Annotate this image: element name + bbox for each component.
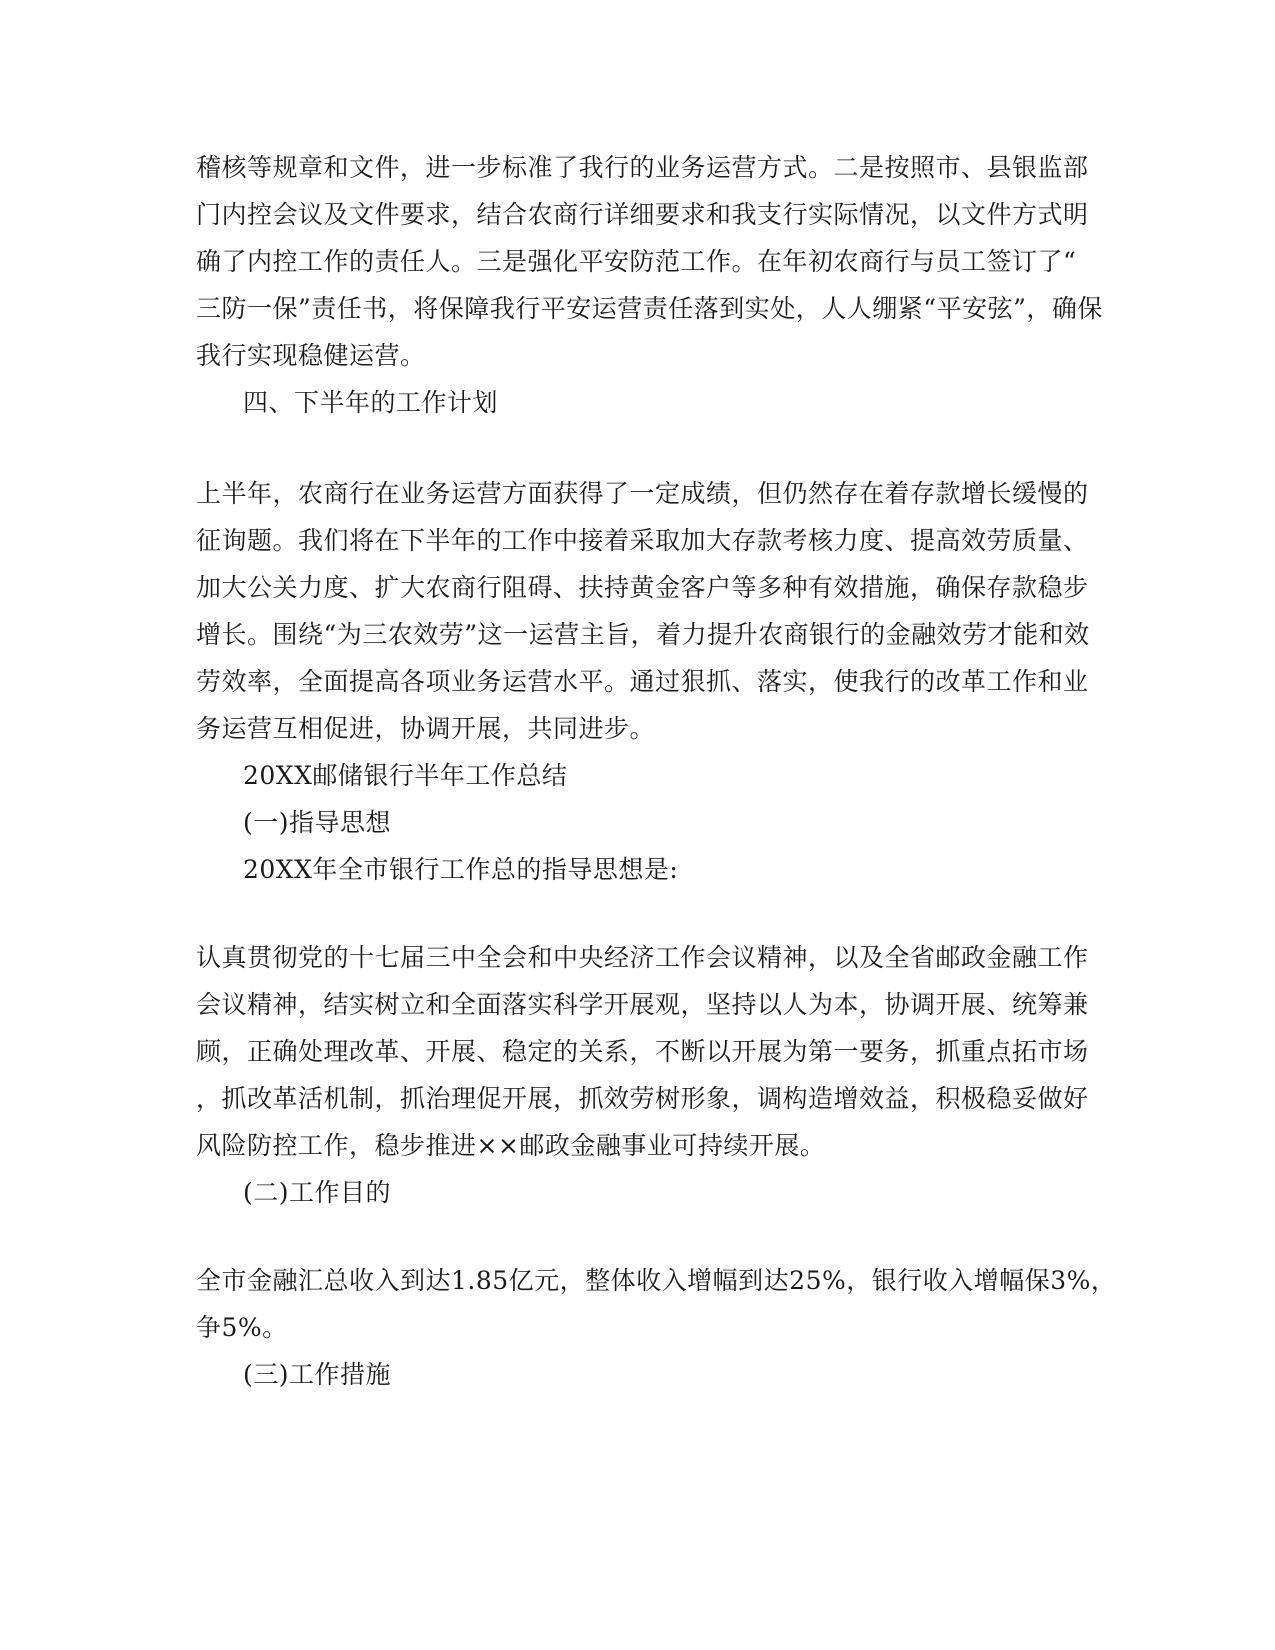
body-text-line: 全市金融汇总收入到达1.85亿元，整体收入增幅到达25%，银行收入增幅保3%， (196, 1266, 1117, 1295)
section-heading: (三)工作措施 (243, 1360, 392, 1389)
body-text-line: 加大公关力度、扩大农商行阻碍、扶持黄金客户等多种有效措施，确保存款稳步 (196, 573, 1089, 602)
body-text-line: 确了内控工作的责任人。三是强化平安防范工作。在年初农商行与员工签订了“ (196, 247, 1077, 276)
body-text-line: 门内控会议及文件要求，结合农商行详细要求和我支行实际情况，以文件方式明 (196, 200, 1089, 229)
body-text-line: 会议精神，结实树立和全面落实科学开展观，坚持以人为本，协调开展、统筹兼 (196, 990, 1089, 1019)
body-text-line: 三防一保”责任书，将保障我行平安运营责任落到实处，人人绷紧“平安弦”，确保 (196, 294, 1103, 323)
body-text-line: 务运营互相促进，协调开展，共同进步。 (196, 714, 656, 743)
body-text-line: 顾，正确处理改革、开展、稳定的关系，不断以开展为第一要务，抓重点拓市场 (196, 1037, 1089, 1066)
body-text-line: 上半年，农商行在业务运营方面获得了一定成绩，但仍然存在着存款增长缓慢的 (196, 479, 1089, 508)
body-text-line: 争5%。 (196, 1313, 288, 1342)
body-text-line: 20XX年全市银行工作总的指导思想是: (243, 855, 679, 884)
section-heading: (二)工作目的 (243, 1178, 392, 1207)
body-text-line: ，抓改革活机制，抓治理促开展，抓效劳树形象，调构造增效益，积极稳妥做好 (196, 1084, 1089, 1113)
body-text-line: 我行实现稳健运营。 (196, 341, 426, 370)
body-text-line: 劳效率，全面提高各项业务运营水平。通过狠抓、落实，使我行的改革工作和业 (196, 667, 1089, 696)
body-text-line: 认真贯彻党的十七届三中全会和中央经济工作会议精神，以及全省邮政金融工作 (196, 943, 1089, 972)
body-text-line: 增长。围绕“为三农效劳”这一运营主旨，着力提升农商银行的金融效劳才能和效 (196, 620, 1090, 649)
body-text-line: 征询题。我们将在下半年的工作中接着采取加大存款考核力度、提高效劳质量、 (196, 526, 1089, 555)
body-text-line: 风险防控工作，稳步推进××邮政金融事业可持续开展。 (196, 1131, 826, 1160)
document-title: 20XX邮储银行半年工作总结 (243, 761, 568, 790)
section-heading: (一)指导思想 (243, 808, 392, 837)
body-text-line: 稽核等规章和文件，进一步标准了我行的业务运营方式。二是按照市、县银监部 (196, 153, 1089, 182)
section-heading: 四、下半年的工作计划 (243, 388, 499, 417)
